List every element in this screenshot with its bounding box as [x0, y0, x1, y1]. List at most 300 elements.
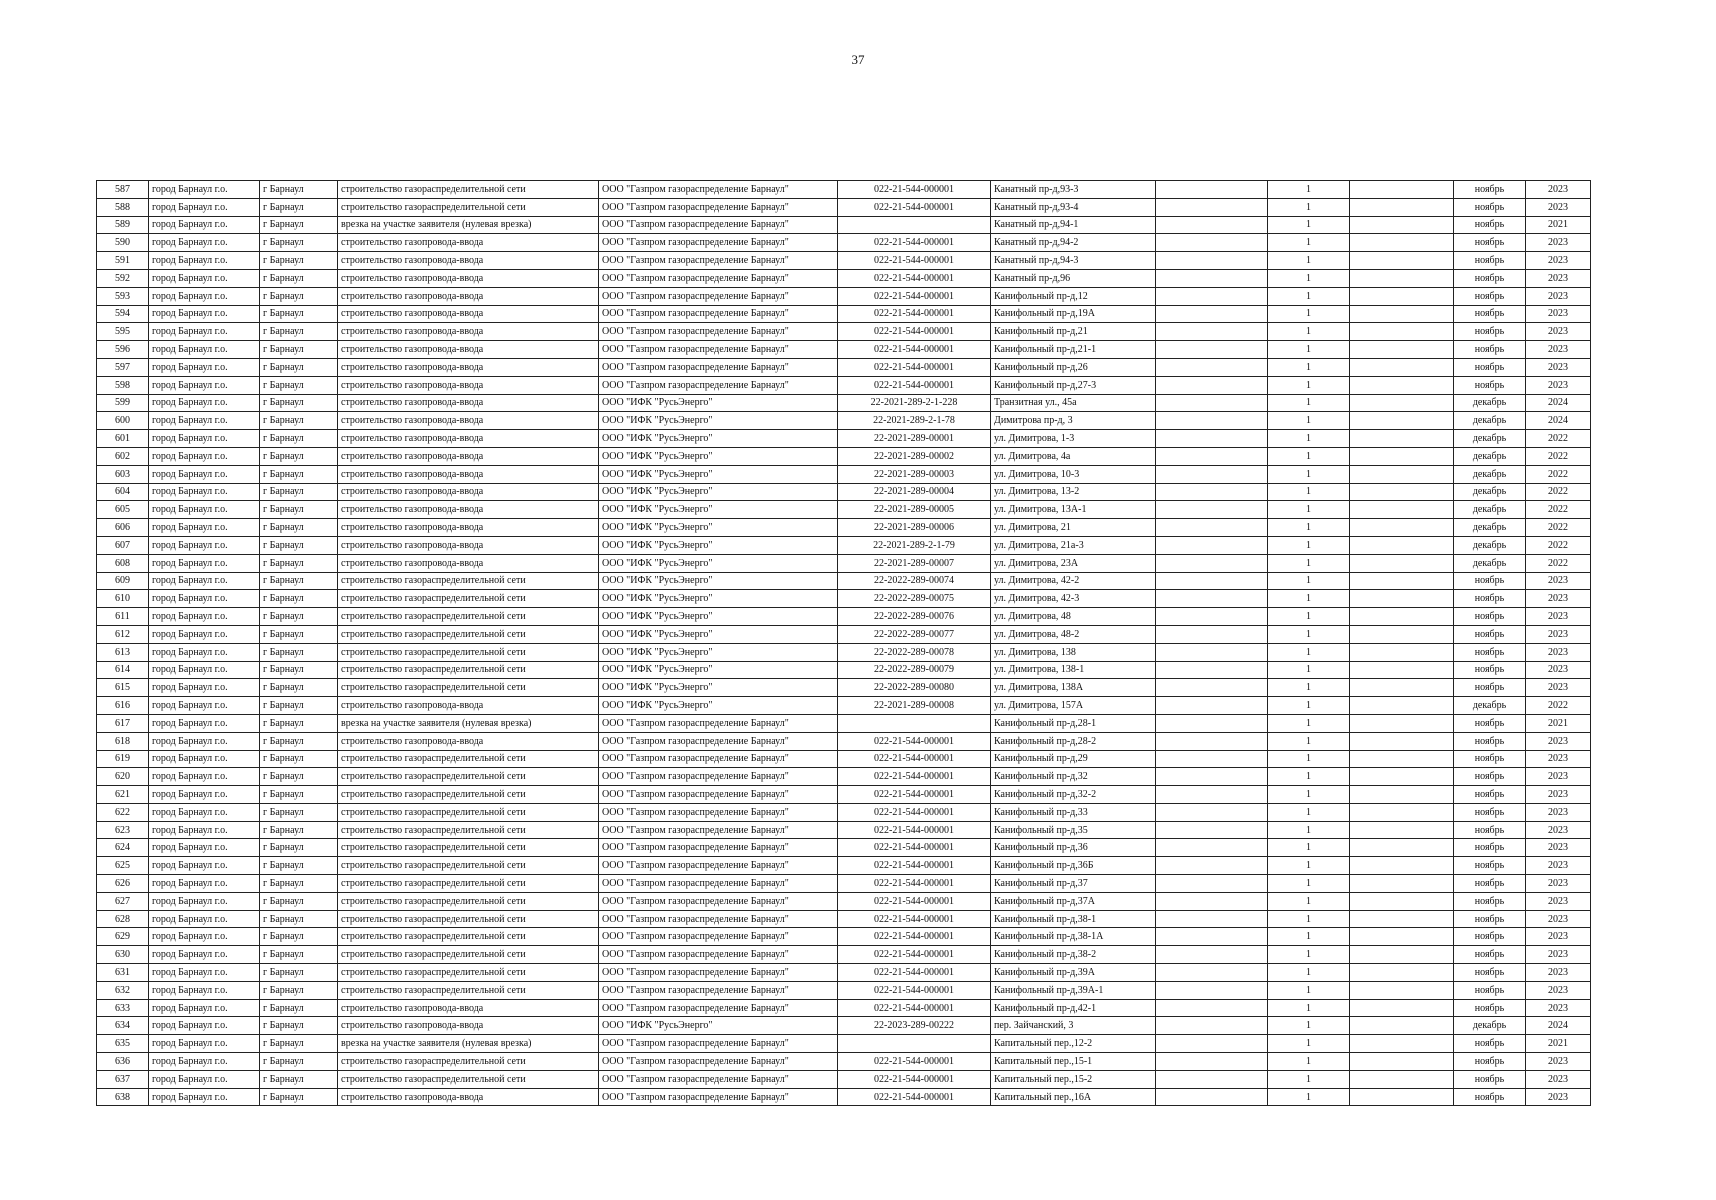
row-number-cell: 614 — [97, 661, 149, 679]
row-number-cell: 588 — [97, 198, 149, 216]
quantity-cell: 1 — [1268, 341, 1350, 359]
month-cell: декабрь — [1454, 465, 1526, 483]
table-row — [97, 892, 1591, 910]
program-number-cell: 22-2023-289-00222 — [838, 1017, 991, 1035]
extra-cell-1 — [1156, 750, 1268, 768]
row-number-cell: 617 — [97, 714, 149, 732]
year-cell: 2023 — [1526, 625, 1591, 643]
extra-cell-2 — [1350, 376, 1454, 394]
month-cell: ноябрь — [1454, 679, 1526, 697]
table-row — [97, 1070, 1591, 1088]
month-cell: ноябрь — [1454, 981, 1526, 999]
organization-cell: ООО "ИФК "РусьЭнерго" — [599, 679, 838, 697]
locality-cell: г Барнаул — [260, 269, 338, 287]
organization-cell: ООО "Газпром газораспределение Барнаул" — [599, 252, 838, 270]
program-number-cell: 022-21-544-000001 — [838, 768, 991, 786]
table-row — [97, 679, 1591, 697]
municipality-cell: город Барнаул г.о. — [149, 981, 260, 999]
quantity-cell: 1 — [1268, 376, 1350, 394]
municipality-cell: город Барнаул г.о. — [149, 910, 260, 928]
locality-cell: г Барнаул — [260, 536, 338, 554]
quantity-cell: 1 — [1268, 216, 1350, 234]
work-type-cell: строительство газораспределительной сети — [338, 875, 599, 893]
quantity-cell: 1 — [1268, 732, 1350, 750]
extra-cell-2 — [1350, 999, 1454, 1017]
row-number-cell: 595 — [97, 323, 149, 341]
month-cell: ноябрь — [1454, 1070, 1526, 1088]
extra-cell-1 — [1156, 519, 1268, 537]
organization-cell: ООО "Газпром газораспределение Барнаул" — [599, 376, 838, 394]
locality-cell: г Барнаул — [260, 857, 338, 875]
table-row — [97, 1053, 1591, 1071]
extra-cell-2 — [1350, 465, 1454, 483]
table-row — [97, 252, 1591, 270]
organization-cell: ООО "Газпром газораспределение Барнаул" — [599, 839, 838, 857]
address-cell: Канатный пр-д,94-1 — [991, 216, 1156, 234]
table-row — [97, 999, 1591, 1017]
organization-cell: ООО "Газпром газораспределение Барнаул" — [599, 910, 838, 928]
quantity-cell: 1 — [1268, 1035, 1350, 1053]
organization-cell: ООО "Газпром газораспределение Барнаул" — [599, 269, 838, 287]
program-number-cell: 022-21-544-000001 — [838, 803, 991, 821]
year-cell: 2022 — [1526, 554, 1591, 572]
locality-cell: г Барнаул — [260, 305, 338, 323]
extra-cell-1 — [1156, 465, 1268, 483]
quantity-cell: 1 — [1268, 892, 1350, 910]
address-cell: Канифольный пр-д,38-1А — [991, 928, 1156, 946]
extra-cell-2 — [1350, 1088, 1454, 1106]
table-row — [97, 768, 1591, 786]
program-number-cell: 022-21-544-000001 — [838, 1053, 991, 1071]
page-number: 37 — [851, 52, 865, 67]
work-type-cell: строительство газопровода-ввода — [338, 483, 599, 501]
locality-cell: г Барнаул — [260, 892, 338, 910]
extra-cell-1 — [1156, 341, 1268, 359]
table-row — [97, 875, 1591, 893]
address-cell: ул. Димитрова, 42-2 — [991, 572, 1156, 590]
month-cell: ноябрь — [1454, 643, 1526, 661]
quantity-cell: 1 — [1268, 768, 1350, 786]
extra-cell-1 — [1156, 643, 1268, 661]
locality-cell: г Барнаул — [260, 430, 338, 448]
organization-cell: ООО "ИФК "РусьЭнерго" — [599, 430, 838, 448]
extra-cell-1 — [1156, 786, 1268, 804]
work-type-cell: строительство газораспределительной сети — [338, 964, 599, 982]
municipality-cell: город Барнаул г.о. — [149, 732, 260, 750]
locality-cell: г Барнаул — [260, 839, 338, 857]
extra-cell-1 — [1156, 590, 1268, 608]
municipality-cell: город Барнаул г.о. — [149, 1088, 260, 1106]
municipality-cell: город Барнаул г.о. — [149, 839, 260, 857]
extra-cell-2 — [1350, 608, 1454, 626]
year-cell: 2023 — [1526, 252, 1591, 270]
extra-cell-1 — [1156, 999, 1268, 1017]
program-number-cell: 022-21-544-000001 — [838, 198, 991, 216]
locality-cell: г Барнаул — [260, 910, 338, 928]
row-number-cell: 620 — [97, 768, 149, 786]
address-cell: ул. Димитрова, 138-1 — [991, 661, 1156, 679]
extra-cell-2 — [1350, 430, 1454, 448]
row-number-cell: 625 — [97, 857, 149, 875]
extra-cell-2 — [1350, 643, 1454, 661]
extra-cell-2 — [1350, 287, 1454, 305]
address-cell: Канатный пр-д,94-3 — [991, 252, 1156, 270]
row-number-cell: 619 — [97, 750, 149, 768]
month-cell: ноябрь — [1454, 305, 1526, 323]
municipality-cell: город Барнаул г.о. — [149, 590, 260, 608]
work-type-cell: строительство газопровода-ввода — [338, 412, 599, 430]
locality-cell: г Барнаул — [260, 358, 338, 376]
program-number-cell: 22-2022-289-00074 — [838, 572, 991, 590]
program-number-cell: 22-2021-289-2-1-78 — [838, 412, 991, 430]
table-row — [97, 732, 1591, 750]
row-number-cell: 600 — [97, 412, 149, 430]
locality-cell: г Барнаул — [260, 519, 338, 537]
table-row — [97, 697, 1591, 715]
program-number-cell: 22-2022-289-00075 — [838, 590, 991, 608]
row-number-cell: 601 — [97, 430, 149, 448]
table-body — [97, 181, 1591, 1106]
extra-cell-1 — [1156, 1035, 1268, 1053]
month-cell: ноябрь — [1454, 750, 1526, 768]
locality-cell: г Барнаул — [260, 714, 338, 732]
year-cell: 2023 — [1526, 999, 1591, 1017]
year-cell: 2023 — [1526, 786, 1591, 804]
year-cell: 2023 — [1526, 608, 1591, 626]
year-cell: 2022 — [1526, 465, 1591, 483]
work-type-cell: строительство газораспределительной сети — [338, 892, 599, 910]
quantity-cell: 1 — [1268, 572, 1350, 590]
month-cell: ноябрь — [1454, 590, 1526, 608]
locality-cell: г Барнаул — [260, 1017, 338, 1035]
address-cell: Канифольный пр-д,39А — [991, 964, 1156, 982]
locality-cell: г Барнаул — [260, 376, 338, 394]
municipality-cell: город Барнаул г.о. — [149, 483, 260, 501]
table-row — [97, 341, 1591, 359]
program-number-cell — [838, 216, 991, 234]
locality-cell: г Барнаул — [260, 1053, 338, 1071]
year-cell: 2024 — [1526, 1017, 1591, 1035]
table-row — [97, 750, 1591, 768]
table-row — [97, 519, 1591, 537]
organization-cell: ООО "Газпром газораспределение Барнаул" — [599, 732, 838, 750]
municipality-cell: город Барнаул г.о. — [149, 768, 260, 786]
program-number-cell: 022-21-544-000001 — [838, 928, 991, 946]
extra-cell-1 — [1156, 483, 1268, 501]
extra-cell-2 — [1350, 714, 1454, 732]
extra-cell-2 — [1350, 857, 1454, 875]
work-type-cell: строительство газораспределительной сети — [338, 768, 599, 786]
table-row — [97, 358, 1591, 376]
program-number-cell: 022-21-544-000001 — [838, 857, 991, 875]
row-number-cell: 621 — [97, 786, 149, 804]
month-cell: ноябрь — [1454, 572, 1526, 590]
extra-cell-2 — [1350, 768, 1454, 786]
program-number-cell: 022-21-544-000001 — [838, 946, 991, 964]
address-cell: Капитальный пер.,15-1 — [991, 1053, 1156, 1071]
table-row — [97, 661, 1591, 679]
program-number-cell: 22-2021-289-00001 — [838, 430, 991, 448]
address-cell: ул. Димитрова, 21а-3 — [991, 536, 1156, 554]
quantity-cell: 1 — [1268, 554, 1350, 572]
work-type-cell: строительство газопровода-ввода — [338, 697, 599, 715]
organization-cell: ООО "Газпром газораспределение Барнаул" — [599, 999, 838, 1017]
month-cell: ноябрь — [1454, 1088, 1526, 1106]
extra-cell-2 — [1350, 892, 1454, 910]
work-type-cell: строительство газопровода-ввода — [338, 341, 599, 359]
organization-cell: ООО "ИФК "РусьЭнерго" — [599, 519, 838, 537]
municipality-cell: город Барнаул г.о. — [149, 643, 260, 661]
month-cell: ноябрь — [1454, 234, 1526, 252]
locality-cell: г Барнаул — [260, 252, 338, 270]
work-type-cell: строительство газопровода-ввода — [338, 447, 599, 465]
address-cell: Канифольный пр-д,38-2 — [991, 946, 1156, 964]
municipality-cell: город Барнаул г.о. — [149, 661, 260, 679]
extra-cell-1 — [1156, 412, 1268, 430]
municipality-cell: город Барнаул г.о. — [149, 341, 260, 359]
program-number-cell: 22-2022-289-00077 — [838, 625, 991, 643]
work-type-cell: строительство газопровода-ввода — [338, 394, 599, 412]
program-number-cell: 022-21-544-000001 — [838, 252, 991, 270]
row-number-cell: 637 — [97, 1070, 149, 1088]
row-number-cell: 609 — [97, 572, 149, 590]
program-number-cell: 22-2021-289-00004 — [838, 483, 991, 501]
year-cell: 2023 — [1526, 234, 1591, 252]
row-number-cell: 628 — [97, 910, 149, 928]
locality-cell: г Барнаул — [260, 928, 338, 946]
extra-cell-2 — [1350, 447, 1454, 465]
year-cell: 2023 — [1526, 981, 1591, 999]
work-type-cell: строительство газораспределительной сети — [338, 679, 599, 697]
table-row — [97, 928, 1591, 946]
year-cell: 2022 — [1526, 430, 1591, 448]
quantity-cell: 1 — [1268, 714, 1350, 732]
locality-cell: г Барнаул — [260, 875, 338, 893]
quantity-cell: 1 — [1268, 465, 1350, 483]
row-number-cell: 615 — [97, 679, 149, 697]
work-type-cell: строительство газопровода-ввода — [338, 430, 599, 448]
table-row — [97, 1017, 1591, 1035]
extra-cell-1 — [1156, 287, 1268, 305]
row-number-cell: 623 — [97, 821, 149, 839]
row-number-cell: 603 — [97, 465, 149, 483]
year-cell: 2023 — [1526, 1053, 1591, 1071]
organization-cell: ООО "ИФК "РусьЭнерго" — [599, 590, 838, 608]
municipality-cell: город Барнаул г.о. — [149, 430, 260, 448]
work-type-cell: строительство газопровода-ввода — [338, 554, 599, 572]
extra-cell-1 — [1156, 981, 1268, 999]
extra-cell-1 — [1156, 661, 1268, 679]
municipality-cell: город Барнаул г.о. — [149, 216, 260, 234]
quantity-cell: 1 — [1268, 1070, 1350, 1088]
work-type-cell: строительство газораспределительной сети — [338, 946, 599, 964]
work-type-cell: строительство газораспределительной сети — [338, 857, 599, 875]
work-type-cell: строительство газораспределительной сети — [338, 572, 599, 590]
organization-cell: ООО "Газпром газораспределение Барнаул" — [599, 341, 838, 359]
table-row — [97, 839, 1591, 857]
organization-cell: ООО "Газпром газораспределение Барнаул" — [599, 234, 838, 252]
quantity-cell: 1 — [1268, 430, 1350, 448]
municipality-cell: город Барнаул г.о. — [149, 287, 260, 305]
extra-cell-2 — [1350, 697, 1454, 715]
organization-cell: ООО "ИФК "РусьЭнерго" — [599, 483, 838, 501]
work-type-cell: строительство газопровода-ввода — [338, 376, 599, 394]
program-number-cell: 022-21-544-000001 — [838, 786, 991, 804]
month-cell: ноябрь — [1454, 1053, 1526, 1071]
year-cell: 2023 — [1526, 181, 1591, 199]
month-cell: ноябрь — [1454, 964, 1526, 982]
table-row — [97, 394, 1591, 412]
month-cell: ноябрь — [1454, 999, 1526, 1017]
extra-cell-1 — [1156, 269, 1268, 287]
year-cell: 2022 — [1526, 447, 1591, 465]
municipality-cell: город Барнаул г.о. — [149, 305, 260, 323]
extra-cell-2 — [1350, 358, 1454, 376]
address-cell: Канифольный пр-д,37А — [991, 892, 1156, 910]
work-type-cell: строительство газораспределительной сети — [338, 750, 599, 768]
program-number-cell — [838, 1035, 991, 1053]
year-cell: 2023 — [1526, 287, 1591, 305]
quantity-cell: 1 — [1268, 803, 1350, 821]
month-cell: ноябрь — [1454, 857, 1526, 875]
address-cell: Канифольный пр-д,26 — [991, 358, 1156, 376]
row-number-cell: 608 — [97, 554, 149, 572]
locality-cell: г Барнаул — [260, 732, 338, 750]
address-cell: Канатный пр-д,93-4 — [991, 198, 1156, 216]
month-cell: декабрь — [1454, 1017, 1526, 1035]
table-row — [97, 590, 1591, 608]
month-cell: ноябрь — [1454, 323, 1526, 341]
month-cell: ноябрь — [1454, 892, 1526, 910]
table-row — [97, 536, 1591, 554]
organization-cell: ООО "ИФК "РусьЭнерго" — [599, 661, 838, 679]
program-number-cell: 22-2021-289-00008 — [838, 697, 991, 715]
row-number-cell: 622 — [97, 803, 149, 821]
organization-cell: ООО "ИФК "РусьЭнерго" — [599, 625, 838, 643]
address-cell: Канифольный пр-д,36 — [991, 839, 1156, 857]
quantity-cell: 1 — [1268, 999, 1350, 1017]
locality-cell: г Барнаул — [260, 768, 338, 786]
address-cell: Канатный пр-д,96 — [991, 269, 1156, 287]
extra-cell-2 — [1350, 981, 1454, 999]
address-cell: Канифольный пр-д,39А-1 — [991, 981, 1156, 999]
row-number-cell: 627 — [97, 892, 149, 910]
row-number-cell: 634 — [97, 1017, 149, 1035]
month-cell: ноябрь — [1454, 875, 1526, 893]
extra-cell-2 — [1350, 554, 1454, 572]
organization-cell: ООО "Газпром газораспределение Барнаул" — [599, 181, 838, 199]
table-row — [97, 964, 1591, 982]
table-row — [97, 412, 1591, 430]
quantity-cell: 1 — [1268, 910, 1350, 928]
extra-cell-1 — [1156, 964, 1268, 982]
municipality-cell: город Барнаул г.о. — [149, 376, 260, 394]
program-number-cell: 022-21-544-000001 — [838, 839, 991, 857]
extra-cell-2 — [1350, 252, 1454, 270]
work-type-cell: строительство газопровода-ввода — [338, 519, 599, 537]
extra-cell-2 — [1350, 946, 1454, 964]
work-type-cell: строительство газопровода-ввода — [338, 536, 599, 554]
locality-cell: г Барнаул — [260, 341, 338, 359]
program-number-cell — [838, 714, 991, 732]
row-number-cell: 597 — [97, 358, 149, 376]
row-number-cell: 616 — [97, 697, 149, 715]
table-row — [97, 554, 1591, 572]
organization-cell: ООО "Газпром газораспределение Барнаул" — [599, 946, 838, 964]
year-cell: 2023 — [1526, 198, 1591, 216]
municipality-cell: город Барнаул г.о. — [149, 234, 260, 252]
year-cell: 2023 — [1526, 305, 1591, 323]
quantity-cell: 1 — [1268, 536, 1350, 554]
extra-cell-1 — [1156, 946, 1268, 964]
work-type-cell: строительство газораспределительной сети — [338, 643, 599, 661]
extra-cell-2 — [1350, 305, 1454, 323]
year-cell: 2023 — [1526, 964, 1591, 982]
row-number-cell: 593 — [97, 287, 149, 305]
locality-cell: г Барнаул — [260, 590, 338, 608]
row-number-cell: 589 — [97, 216, 149, 234]
year-cell: 2024 — [1526, 412, 1591, 430]
municipality-cell: город Барнаул г.о. — [149, 875, 260, 893]
organization-cell: ООО "Газпром газораспределение Барнаул" — [599, 875, 838, 893]
extra-cell-1 — [1156, 305, 1268, 323]
extra-cell-2 — [1350, 786, 1454, 804]
address-cell: Димитрова пр-д, 3 — [991, 412, 1156, 430]
work-type-cell: врезка на участке заявителя (нулевая врезка) — [338, 1035, 599, 1053]
table-row — [97, 1035, 1591, 1053]
program-number-cell: 22-2022-289-00079 — [838, 661, 991, 679]
program-number-cell: 22-2021-289-00002 — [838, 447, 991, 465]
municipality-cell: город Барнаул г.о. — [149, 892, 260, 910]
year-cell: 2022 — [1526, 697, 1591, 715]
quantity-cell: 1 — [1268, 981, 1350, 999]
locality-cell: г Барнаул — [260, 1035, 338, 1053]
month-cell: ноябрь — [1454, 732, 1526, 750]
organization-cell: ООО "Газпром газораспределение Барнаул" — [599, 981, 838, 999]
municipality-cell: город Барнаул г.о. — [149, 750, 260, 768]
work-type-cell: строительство газопровода-ввода — [338, 323, 599, 341]
work-type-cell: строительство газораспределительной сети — [338, 839, 599, 857]
program-number-cell: 22-2021-289-00006 — [838, 519, 991, 537]
table-row — [97, 323, 1591, 341]
locality-cell: г Барнаул — [260, 697, 338, 715]
program-number-cell: 022-21-544-000001 — [838, 358, 991, 376]
row-number-cell: 602 — [97, 447, 149, 465]
address-cell: ул. Димитрова, 13А-1 — [991, 501, 1156, 519]
quantity-cell: 1 — [1268, 625, 1350, 643]
municipality-cell: город Барнаул г.о. — [149, 1035, 260, 1053]
address-cell: Канифольный пр-д,28-1 — [991, 714, 1156, 732]
work-type-cell: строительство газораспределительной сети — [338, 910, 599, 928]
year-cell: 2023 — [1526, 839, 1591, 857]
address-cell: Канифольный пр-д,12 — [991, 287, 1156, 305]
year-cell: 2023 — [1526, 946, 1591, 964]
row-number-cell: 604 — [97, 483, 149, 501]
municipality-cell: город Барнаул г.о. — [149, 412, 260, 430]
year-cell: 2022 — [1526, 501, 1591, 519]
work-type-cell: строительство газораспределительной сети — [338, 1053, 599, 1071]
locality-cell: г Барнаул — [260, 786, 338, 804]
extra-cell-1 — [1156, 358, 1268, 376]
row-number-cell: 598 — [97, 376, 149, 394]
work-type-cell: строительство газопровода-ввода — [338, 287, 599, 305]
extra-cell-2 — [1350, 590, 1454, 608]
month-cell: ноябрь — [1454, 341, 1526, 359]
extra-cell-2 — [1350, 661, 1454, 679]
extra-cell-1 — [1156, 572, 1268, 590]
locality-cell: г Барнаул — [260, 181, 338, 199]
municipality-cell: город Барнаул г.о. — [149, 519, 260, 537]
